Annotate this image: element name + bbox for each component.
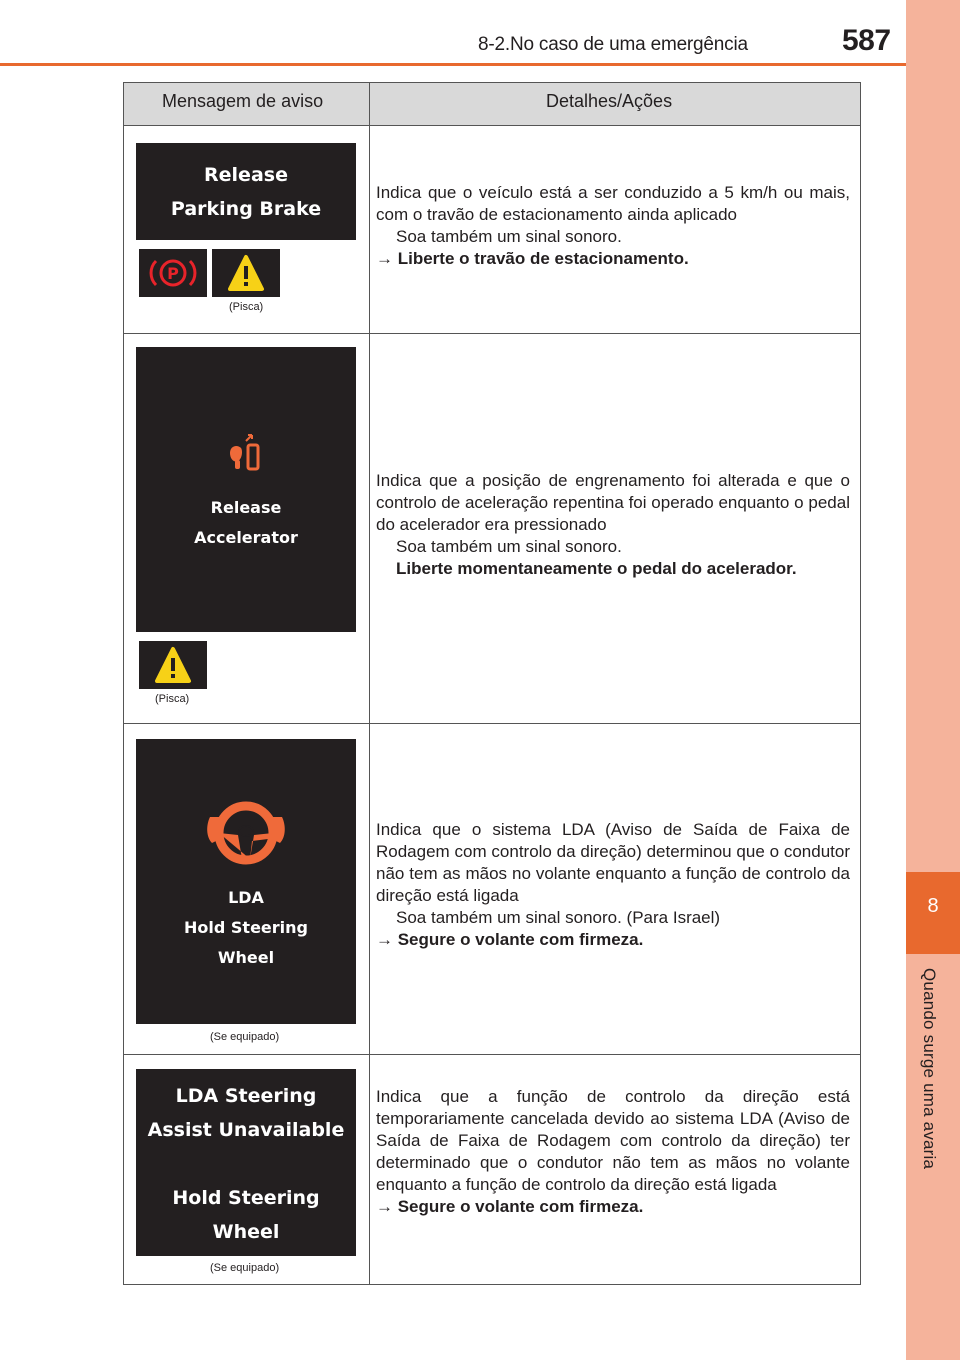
table-header — [124, 83, 860, 126]
message-screen-parking-brake — [136, 143, 356, 240]
flash-caption: (Pisca) — [229, 301, 264, 313]
details-release-accelerator — [376, 470, 850, 580]
detail-text: Indica que a posição de engrenamento foi alterada e que o controlo de aceleração repentina foi operado enquanto o pedal do acelerador era pressionado — [376, 471, 850, 534]
parking-brake-indicator — [139, 249, 207, 297]
chapter-number: 8 — [927, 895, 939, 917]
screen-line: Wheel — [212, 1221, 280, 1243]
details-lda-hold-steering — [376, 819, 850, 951]
message-screen-lda-hold-steering — [136, 739, 356, 1024]
screen-line: Accelerator — [194, 528, 298, 547]
section-title: 8-2.No caso de uma emergência — [478, 34, 748, 55]
screen-line: Hold Steering — [184, 918, 308, 937]
warning-triangle-icon — [212, 249, 280, 297]
page-header — [0, 0, 906, 66]
page-number: 587 — [842, 24, 891, 57]
header-rule — [0, 63, 906, 66]
message-screen-lda-assist-unavailable — [136, 1069, 356, 1256]
pedal-foot-icon — [224, 431, 268, 475]
screen-line: Wheel — [217, 948, 275, 967]
steering-wheel-hands-icon — [198, 795, 294, 867]
detail-text: Soa também um sinal sonoro. — [396, 227, 622, 246]
detail-action: → Segure o volante com firmeza. — [376, 930, 644, 949]
equipped-caption: (Se equipado) — [210, 1262, 280, 1274]
row-divider — [124, 333, 860, 334]
screen-line: Hold Steering — [172, 1187, 320, 1209]
details-parking-brake — [376, 182, 850, 270]
equipped-caption: (Se equipado) — [210, 1031, 280, 1043]
master-warning-indicator — [212, 249, 280, 297]
detail-action: Liberte momentaneamente o pedal do acelerador. — [396, 559, 797, 578]
chapter-title: Quando surge uma avaria — [920, 968, 939, 1170]
col-header-details: Detalhes/Ações — [546, 91, 673, 111]
column-divider — [369, 83, 370, 1284]
flash-caption: (Pisca) — [155, 693, 190, 705]
parking-brake-icon — [139, 249, 207, 297]
detail-text: Indica que a função de controlo da direção está temporariamente cancelada devido ao sistema LDA (Aviso de Saída de Faixa de Rodagem com controlo da direção) ter determinado que o condutor não tem as mãos no volante enquanto a função de controlo da direção está ligada — [376, 1087, 850, 1194]
screen-line: Assist Unavailable — [147, 1119, 345, 1141]
warning-triangle-icon — [139, 641, 207, 689]
col-header-message: Mensagem de aviso — [162, 91, 324, 111]
detail-text: Soa também um sinal sonoro. (Para Israel) — [396, 908, 721, 927]
row-divider — [124, 1054, 860, 1055]
detail-text: Indica que o veículo está a ser conduzido a 5 km/h ou mais, com o travão de estacionamento ainda aplicado — [376, 183, 850, 224]
master-warning-indicator — [139, 641, 207, 689]
message-screen-release-accelerator — [136, 347, 356, 632]
svg-text:P: P — [167, 264, 179, 283]
screen-line: Release — [210, 498, 282, 517]
detail-text: Soa também um sinal sonoro. — [396, 537, 622, 556]
details-lda-assist-unavailable — [376, 1086, 850, 1218]
detail-text: Indica que o sistema LDA (Aviso de Saída de Faixa de Rodagem com controlo da direção) determinou que o condutor não tem as mãos no volante enquanto a função de controlo da direção está ligada — [376, 820, 850, 905]
screen-line: Release — [204, 164, 288, 186]
detail-action: → Segure o volante com firmeza. — [376, 1197, 644, 1216]
detail-action: → Liberte o travão de estacionamento. — [376, 249, 689, 268]
screen-line: LDA — [228, 888, 264, 907]
screen-line: Parking Brake — [170, 198, 322, 220]
row-divider — [124, 723, 860, 724]
screen-line: LDA Steering — [175, 1085, 317, 1107]
